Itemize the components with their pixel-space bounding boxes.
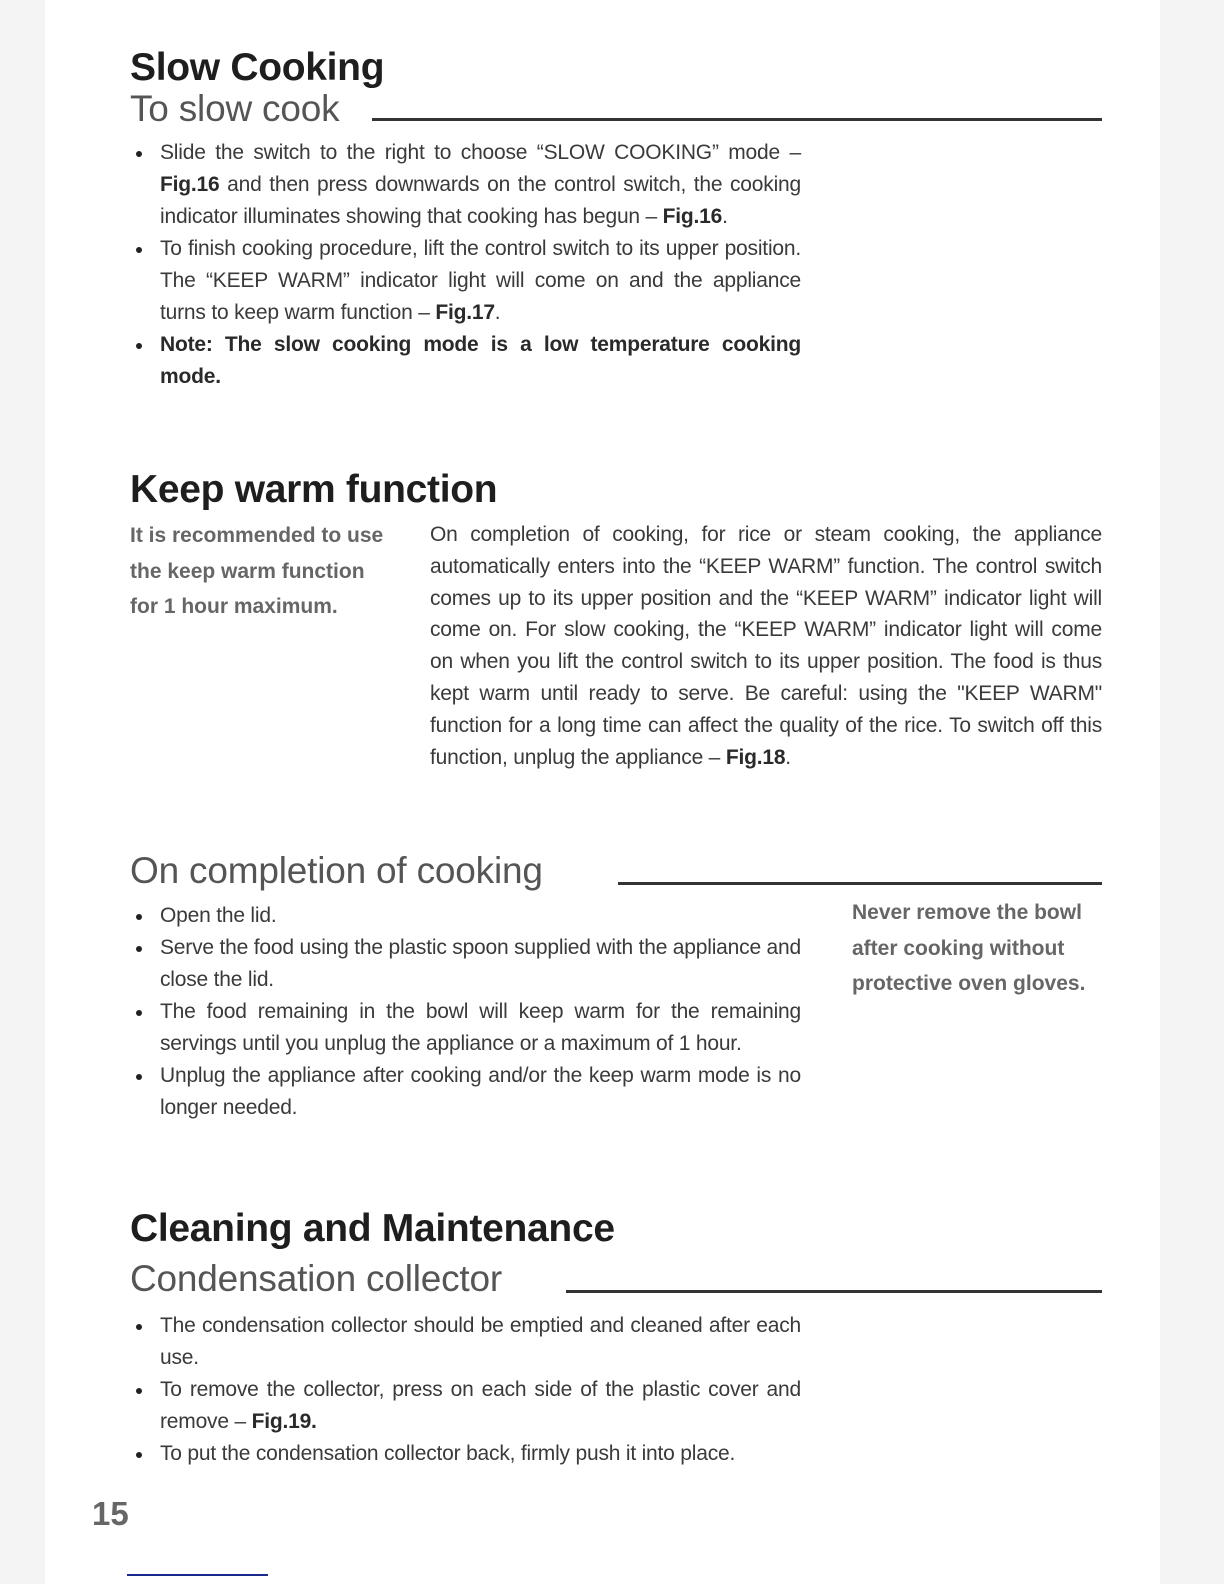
list-item [130,1438,801,1470]
subsection-title-condensation: Condensation collector [130,1258,502,1299]
completion-side-note: Never remove the bowl after cooking without protective oven gloves. [852,901,1086,995]
section-title-slow-cooking: Slow Cooking [130,46,385,89]
section-title-cleaning: Cleaning and Maintenance [130,1207,615,1250]
fig-ref: Fig.16 [662,205,723,228]
text: . [722,205,728,228]
list-item [130,329,801,393]
heading-rule [618,882,1102,885]
completion-list [130,900,801,1124]
text: and then press downwards on the control switch, the cooking indicator illuminates showing that cooking has begun – [160,173,801,228]
list-item [130,1374,801,1438]
fig-ref: Fig.17 [435,301,495,324]
page-number: 15 [92,1495,129,1532]
text: Slide the switch to the right to choose “SLOW COOKING” mode – [160,141,801,164]
fig-ref: Fig.19. [251,1410,317,1433]
list-item [130,233,801,329]
text: The condensation collector should be emptied and cleaned after each use. [160,1314,801,1369]
keep-warm-paragraph [430,519,1102,773]
text: To finish cooking procedure, lift the control switch to its upper position. The “KEEP WARM” indicator light will come on and the appliance turns to keep warm function – [160,237,801,324]
list-item: Open the lid. [130,900,801,932]
text: . [494,301,501,324]
cleaning-list [130,1310,801,1470]
text: On completion of cooking, for rice or steam cooking, the appliance automatically enters into the “KEEP WARM” function. The control switch comes up to its upper position and the “KEEP WARM” indicator light will come on. For slow cooking, the “KEEP WARM” indicator light will come on when you lift the control switch to its upper position. The food is thus kept warm until ready to serve. Be careful: using the "KEEP WARM" function for a long time can affect the quality of the rice. To switch off this function, unplug the appliance – [430,523,1102,769]
text: . [785,745,791,769]
text: To remove the collector, press on each side of the plastic cover and remove – [160,1378,801,1433]
section-title-keep-warm: Keep warm function [130,468,498,511]
note-text: Note: The slow cooking mode is a low temperature cooking mode. [160,333,801,388]
slow-cook-list [130,137,801,393]
section-title-on-completion: On completion of cooking [130,850,543,891]
heading-rule [372,118,1102,121]
keep-warm-side-note: It is recommended to use the keep warm function for 1 hour maximum. [130,524,384,618]
list-item: Serve the food using the plastic spoon supplied with the appliance and close the lid. [130,932,801,996]
fig-ref: Fig.18 [725,745,786,769]
list-item [130,137,801,233]
subsection-title-to-slow-cook: To slow cook [130,88,340,129]
footer-line [127,1574,268,1576]
fig-ref: Fig.16 [160,173,220,196]
list-item: Unplug the appliance after cooking and/or the keep warm mode is no longer needed. [130,1060,801,1124]
heading-rule [566,1290,1102,1293]
list-item [130,1310,801,1374]
text: To put the condensation collector back, firmly push it into place. [160,1442,736,1465]
list-item: The food remaining in the bowl will keep warm for the remaining servings until you unplug the appliance or a maximum of 1 hour. [130,996,801,1060]
